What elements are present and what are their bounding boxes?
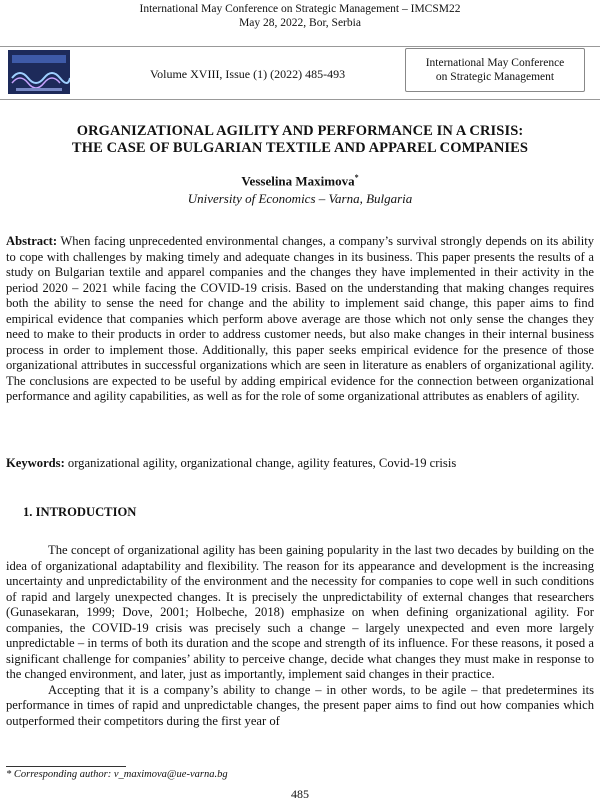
volume-issue: Volume XVIII, Issue (1) (2022) 485-493 xyxy=(150,67,346,81)
section-heading: 1. INTRODUCTION xyxy=(23,505,137,519)
conference-box-line1: International May Conference xyxy=(425,57,565,69)
abstract-label: Abstract: xyxy=(6,234,58,248)
footnote-rule xyxy=(6,766,126,767)
page-number: 485 xyxy=(291,787,309,801)
band-top-rule xyxy=(0,46,600,47)
imcsm-logo-icon xyxy=(8,50,70,94)
abstract xyxy=(6,234,594,405)
abstract-text: When facing unprecedented environmental changes, a company’s survival strongly depends on its ability to cope with challenges by making timely and adequate changes in its business. This paper presents the results of a study on Bulgarian textile and apparel companies and the changes they have implemented in their activity in the period 2020 – 2021 while facing the COVID-19 crisis. Based on the understanding that making changes requires both the ability to sense the need for change and the ability to implement said change, this paper aims to find empirical evidence that companies which perform above average are those which not only sense the changes they need to make to their products in order to address customer needs, but also make changes in their internal business process in order to implement those. Additionally, this paper seeks empirical evidence for the presence of those organizational attributes in successful organizations which are seen in literature as enablers of organizational agility. The conclusions are expected to be useful by adding empirical evidence for the connection between organizational performance and agility capabilities, as well as for the role of some organizational attributes as enablers of agility. xyxy=(6,234,594,403)
author-mark: * xyxy=(354,173,359,182)
footnote: * Corresponding author: v_maximova@ue-varna.bg xyxy=(6,769,228,780)
author xyxy=(0,173,600,189)
affiliation: University of Economics – Varna, Bulgaria xyxy=(187,191,413,206)
conference-line: International May Conference on Strategic Management – IMCSM22 xyxy=(139,3,461,15)
running-head xyxy=(0,2,600,30)
conference-box xyxy=(405,48,585,92)
title-line-1: ORGANIZATIONAL AGILITY AND PERFORMANCE IN A CRISIS: xyxy=(76,123,524,139)
paragraph-2: Accepting that it is a company’s ability to change – in other words, to be agile – that predetermines its performance in times of rapid and unpredictable changes, the present paper aims to find out how companies which outperformed their competitors during the first year of xyxy=(6,682,594,728)
paragraph-1: The concept of organizational agility has been gaining popularity in the last two decades by building on the idea of organizational adaptability and flexibility. The reason for its appearance and development is the increasing uncertainty and unpredictability of the environment and the necessity for companies to cope well in such conditions of rapid and largely unexpected changes. It is precisely the unpredictability of external changes that researchers (Gunasekaran, 1999; Dove, 2001; Holbeche, 2018) emphasize on when defining organizational agility. For companies, the COVID-19 crisis was precisely such a change – largely unexpected and even more largely unpredictable – in terms of both its duration and the scope and strength of its influence. For these reasons, it posed a significant challenge for companies’ ability to perceive change, decide what changes they must make in response to the changed environment, and later, just as importantly, implement said changes in their practice. xyxy=(6,543,594,681)
title-line-2: THE CASE OF BULGARIAN TEXTILE AND APPAREL COMPANIES xyxy=(71,140,529,156)
keywords xyxy=(6,456,594,472)
journal-band xyxy=(0,46,600,100)
band-bottom-rule xyxy=(0,99,600,100)
keywords-text: organizational agility, organizational change, agility features, Covid-19 crisis xyxy=(67,456,457,470)
author-name: Vesselina Maximova xyxy=(241,173,355,189)
date-line: May 28, 2022, Bor, Serbia xyxy=(239,17,361,29)
keywords-label: Keywords: xyxy=(6,456,65,470)
body-text xyxy=(6,543,594,729)
conference-box-line2: on Strategic Management xyxy=(435,71,555,83)
paper-title xyxy=(0,123,600,157)
